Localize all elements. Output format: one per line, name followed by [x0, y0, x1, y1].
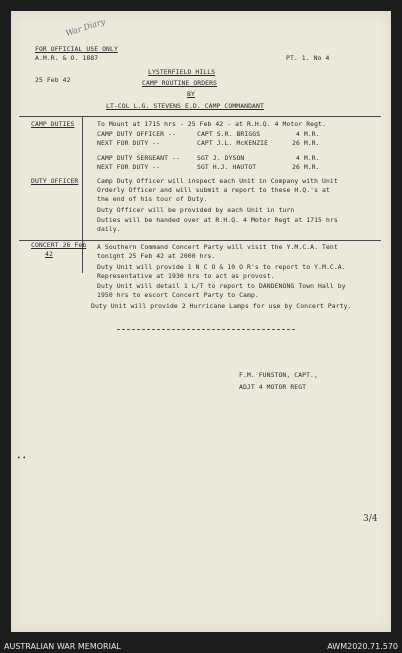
concert-text: 1950 hrs to escort Concert Party to Camp. [97, 291, 259, 299]
header-rule [19, 116, 381, 117]
archive-reference: AWM2020.71.570 [327, 642, 398, 651]
closing-dashed-rule [117, 329, 295, 330]
duty-officer-text: the end of his tour of Duty. [97, 195, 208, 203]
order-date: 25 Feb 42 [35, 76, 71, 84]
duty-officer-heading: DUTY OFFICER [31, 177, 79, 185]
concert-text: Duty Unit will provide 2 Hurricane Lamps for use by Concert Party. [91, 302, 352, 310]
part-number: PT. 1. No 4 [286, 54, 330, 62]
concert-text: Duty Unit will detail 1 L/T to report to DANDENONG Town Hall by [97, 282, 346, 290]
duty-name: SGT J. DYSON [197, 154, 245, 162]
duty-role: CAMP DUTY OFFICER -- [97, 130, 176, 138]
title-commandant: LT-COL L.G. STEVENS E.D. CAMP COMMANDANT [106, 102, 264, 110]
concert-text: tonight 25 Feb 42 at 2000 hrs. [97, 252, 216, 260]
archive-name: AUSTRALIAN WAR MEMORIAL [4, 642, 121, 651]
title-orders: CAMP ROUTINE ORDERS [142, 79, 218, 87]
handwritten-note: War Diary [64, 16, 107, 39]
concert-text: Duty Unit will provide 1 N C O & 10 O R's to report to Y.M.C.A. [97, 263, 346, 271]
duty-role: CAMP DUTY SERGEANT -- [97, 154, 180, 162]
duty-officer-text: Duty Officer will be provided by each Unit in turn [97, 206, 295, 214]
duty-officer-text: Duties will be handed over at R.H.Q. 4 Motor Regt at 1715 hrs [97, 216, 338, 224]
signature-role: ADJT 4 MOTOR REGT [239, 383, 307, 391]
camp-duties-mount: To Mount at 1715 hrs - 25 Feb 42 - at R.H.Q. 4 Motor Regt. [97, 120, 326, 128]
concert-text: Representative at 1930 hrs to act as provost. [97, 272, 275, 280]
official-use-label: FOR OFFICIAL USE ONLY [35, 45, 118, 53]
concert-text: A Southern Command Concert Party will visit the Y.M.C.A. Tent [97, 243, 338, 251]
signature-name: F.M. FUNSTON, CAPT., [239, 371, 318, 379]
duty-role: NEXT FOR DUTY -- [97, 163, 161, 171]
duty-unit: 26 M.R. [292, 163, 320, 171]
title-location: LYSTERFIELD HILLS [148, 68, 216, 76]
punch-mark: • • [17, 455, 26, 462]
duty-unit: 4 M.R. [296, 154, 320, 162]
duty-officer-text: Camp Duty Officer will inspect each Unit in Company with Unit [97, 177, 338, 185]
duty-officer-text: Orderly Officer and will submit a report to these H.Q.'s at [97, 186, 330, 194]
title-by: BY [187, 90, 195, 98]
margin-page-mark: 3/4 [363, 514, 378, 524]
camp-duties-heading: CAMP DUTIES [31, 120, 75, 128]
margin-rule [82, 116, 83, 241]
duty-officer-text: daily. [97, 225, 121, 233]
duty-name: CAPT S.R. BRIGGS [197, 130, 261, 138]
document-page [11, 11, 391, 632]
duty-role: NEXT FOR DUTY -- [97, 139, 161, 147]
amr-reference: A.M.R. & O. 1887 [35, 54, 99, 62]
duty-name: SGT H.J. HAUTOT [197, 163, 257, 171]
duty-unit: 26 M.R. [292, 139, 320, 147]
concert-heading-year: 42 [45, 250, 53, 258]
concert-heading: CONCERT 26 Feb [31, 241, 87, 249]
duty-unit: 4 M.R. [296, 130, 320, 138]
archive-footer [0, 640, 402, 653]
duty-name: CAPT J.L. McKENZIE [197, 139, 269, 147]
